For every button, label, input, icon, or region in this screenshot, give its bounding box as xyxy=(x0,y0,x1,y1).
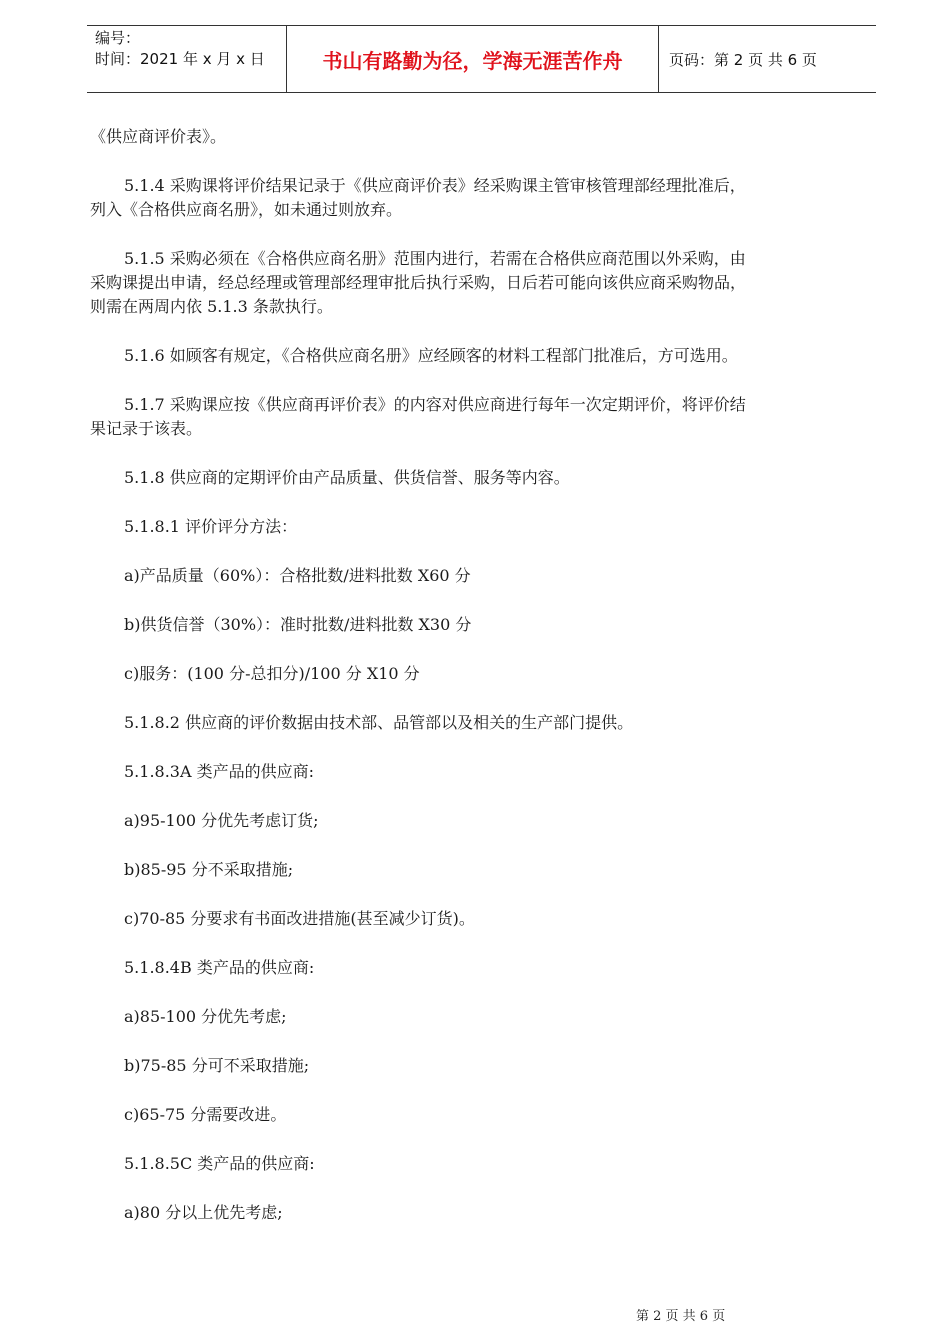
paragraph-line: 5.1.6 如顾客有规定，《合格供应商名册》应经顾客的材料工程部门批准后，方可选用。 xyxy=(124,346,738,365)
paragraph-line: c)65-75 分需要改进。 xyxy=(124,1105,287,1124)
paragraph-line: 5.1.4 采购课将评价结果记录于《供应商评价表》经采购课主管审核管理部经理批准后， xyxy=(124,176,746,195)
paragraph-line: b)75-85 分可不采取措施; xyxy=(124,1056,310,1075)
paragraph-line: 则需在两周内依 5.1.3 条款执行。 xyxy=(90,297,333,316)
paragraph xyxy=(90,809,870,833)
paragraph-line: 果记录于该表。 xyxy=(90,419,203,438)
paragraph-line: 5.1.8.2 供应商的评价数据由技术部、品管部以及相关的生产部门提供。 xyxy=(124,713,634,732)
page-header xyxy=(87,25,876,93)
paragraph-line: c)70-85 分要求有书面改进措施(甚至减少订货)。 xyxy=(124,909,475,928)
paragraph-line: a)产品质量（60%）：合格批数/进料批数 X60 分 xyxy=(124,566,471,585)
paragraph xyxy=(90,956,870,980)
paragraph-line: 5.1.8 供应商的定期评价由产品质量、供货信誉、服务等内容。 xyxy=(124,468,570,487)
paragraph-line: b)供货信誉（30%）：准时批数/进料批数 X30 分 xyxy=(124,615,472,634)
paragraph xyxy=(90,466,870,490)
paragraph xyxy=(90,662,870,686)
document-number-label: 编号： xyxy=(95,29,141,47)
page-footer: 第 2 页 共 6 页 xyxy=(636,1309,726,1324)
paragraph-line: a)85-100 分优先考虑; xyxy=(124,1007,287,1026)
paragraph xyxy=(90,564,870,588)
paragraph-line: 5.1.7 采购课应按《供应商再评价表》的内容对供应商进行每年一次定期评价，将评价结 xyxy=(124,395,746,414)
paragraph xyxy=(90,858,870,882)
paragraph xyxy=(90,1201,870,1225)
paragraph xyxy=(90,613,870,637)
paragraph xyxy=(90,125,870,149)
paragraph xyxy=(90,247,870,319)
header-page-info: 页码：第 2 页 共 6 页 xyxy=(669,50,817,69)
header-motto: 书山有路勤为径，学海无涯苦作舟 xyxy=(286,26,659,92)
paragraph-line: a)95-100 分优先考虑订货; xyxy=(124,811,319,830)
paragraph xyxy=(90,760,870,784)
paragraph-line: 《供应商评价表》。 xyxy=(90,127,227,146)
paragraph xyxy=(90,174,870,222)
paragraph-line: a)80 分以上优先考虑; xyxy=(124,1203,283,1222)
document-body xyxy=(90,125,870,1250)
paragraph xyxy=(90,1054,870,1078)
paragraph xyxy=(90,1152,870,1176)
paragraph-line: 列入《合格供应商名册》，如未通过则放弃。 xyxy=(90,200,403,219)
paragraph xyxy=(90,393,870,441)
paragraph xyxy=(90,515,870,539)
document-time-label: 时间：2021 年 x 月 x 日 xyxy=(95,50,265,68)
paragraph xyxy=(90,344,870,368)
paragraph-line: 5.1.8.3A 类产品的供应商: xyxy=(124,762,315,781)
paragraph xyxy=(90,1005,870,1029)
paragraph-line: 5.1.5 采购必须在《合格供应商名册》范围内进行，若需在合格供应商范围以外采购，由 xyxy=(124,249,746,268)
paragraph xyxy=(90,1103,870,1127)
paragraph-line: 5.1.8.1 评价评分方法： xyxy=(124,517,298,536)
paragraph xyxy=(90,907,870,931)
paragraph-line: b)85-95 分不采取措施; xyxy=(124,860,294,879)
header-meta xyxy=(95,28,265,70)
paragraph-line: 5.1.8.5C 类产品的供应商: xyxy=(124,1154,315,1173)
paragraph-line: 采购课提出申请，经总经理或管理部经理审批后执行采购，日后若可能向该供应商采购物品， xyxy=(90,273,747,292)
paragraph xyxy=(90,711,870,735)
paragraph-line: c)服务：(100 分-总扣分)/100 分 X10 分 xyxy=(124,664,420,683)
paragraph-line: 5.1.8.4B 类产品的供应商: xyxy=(124,958,315,977)
